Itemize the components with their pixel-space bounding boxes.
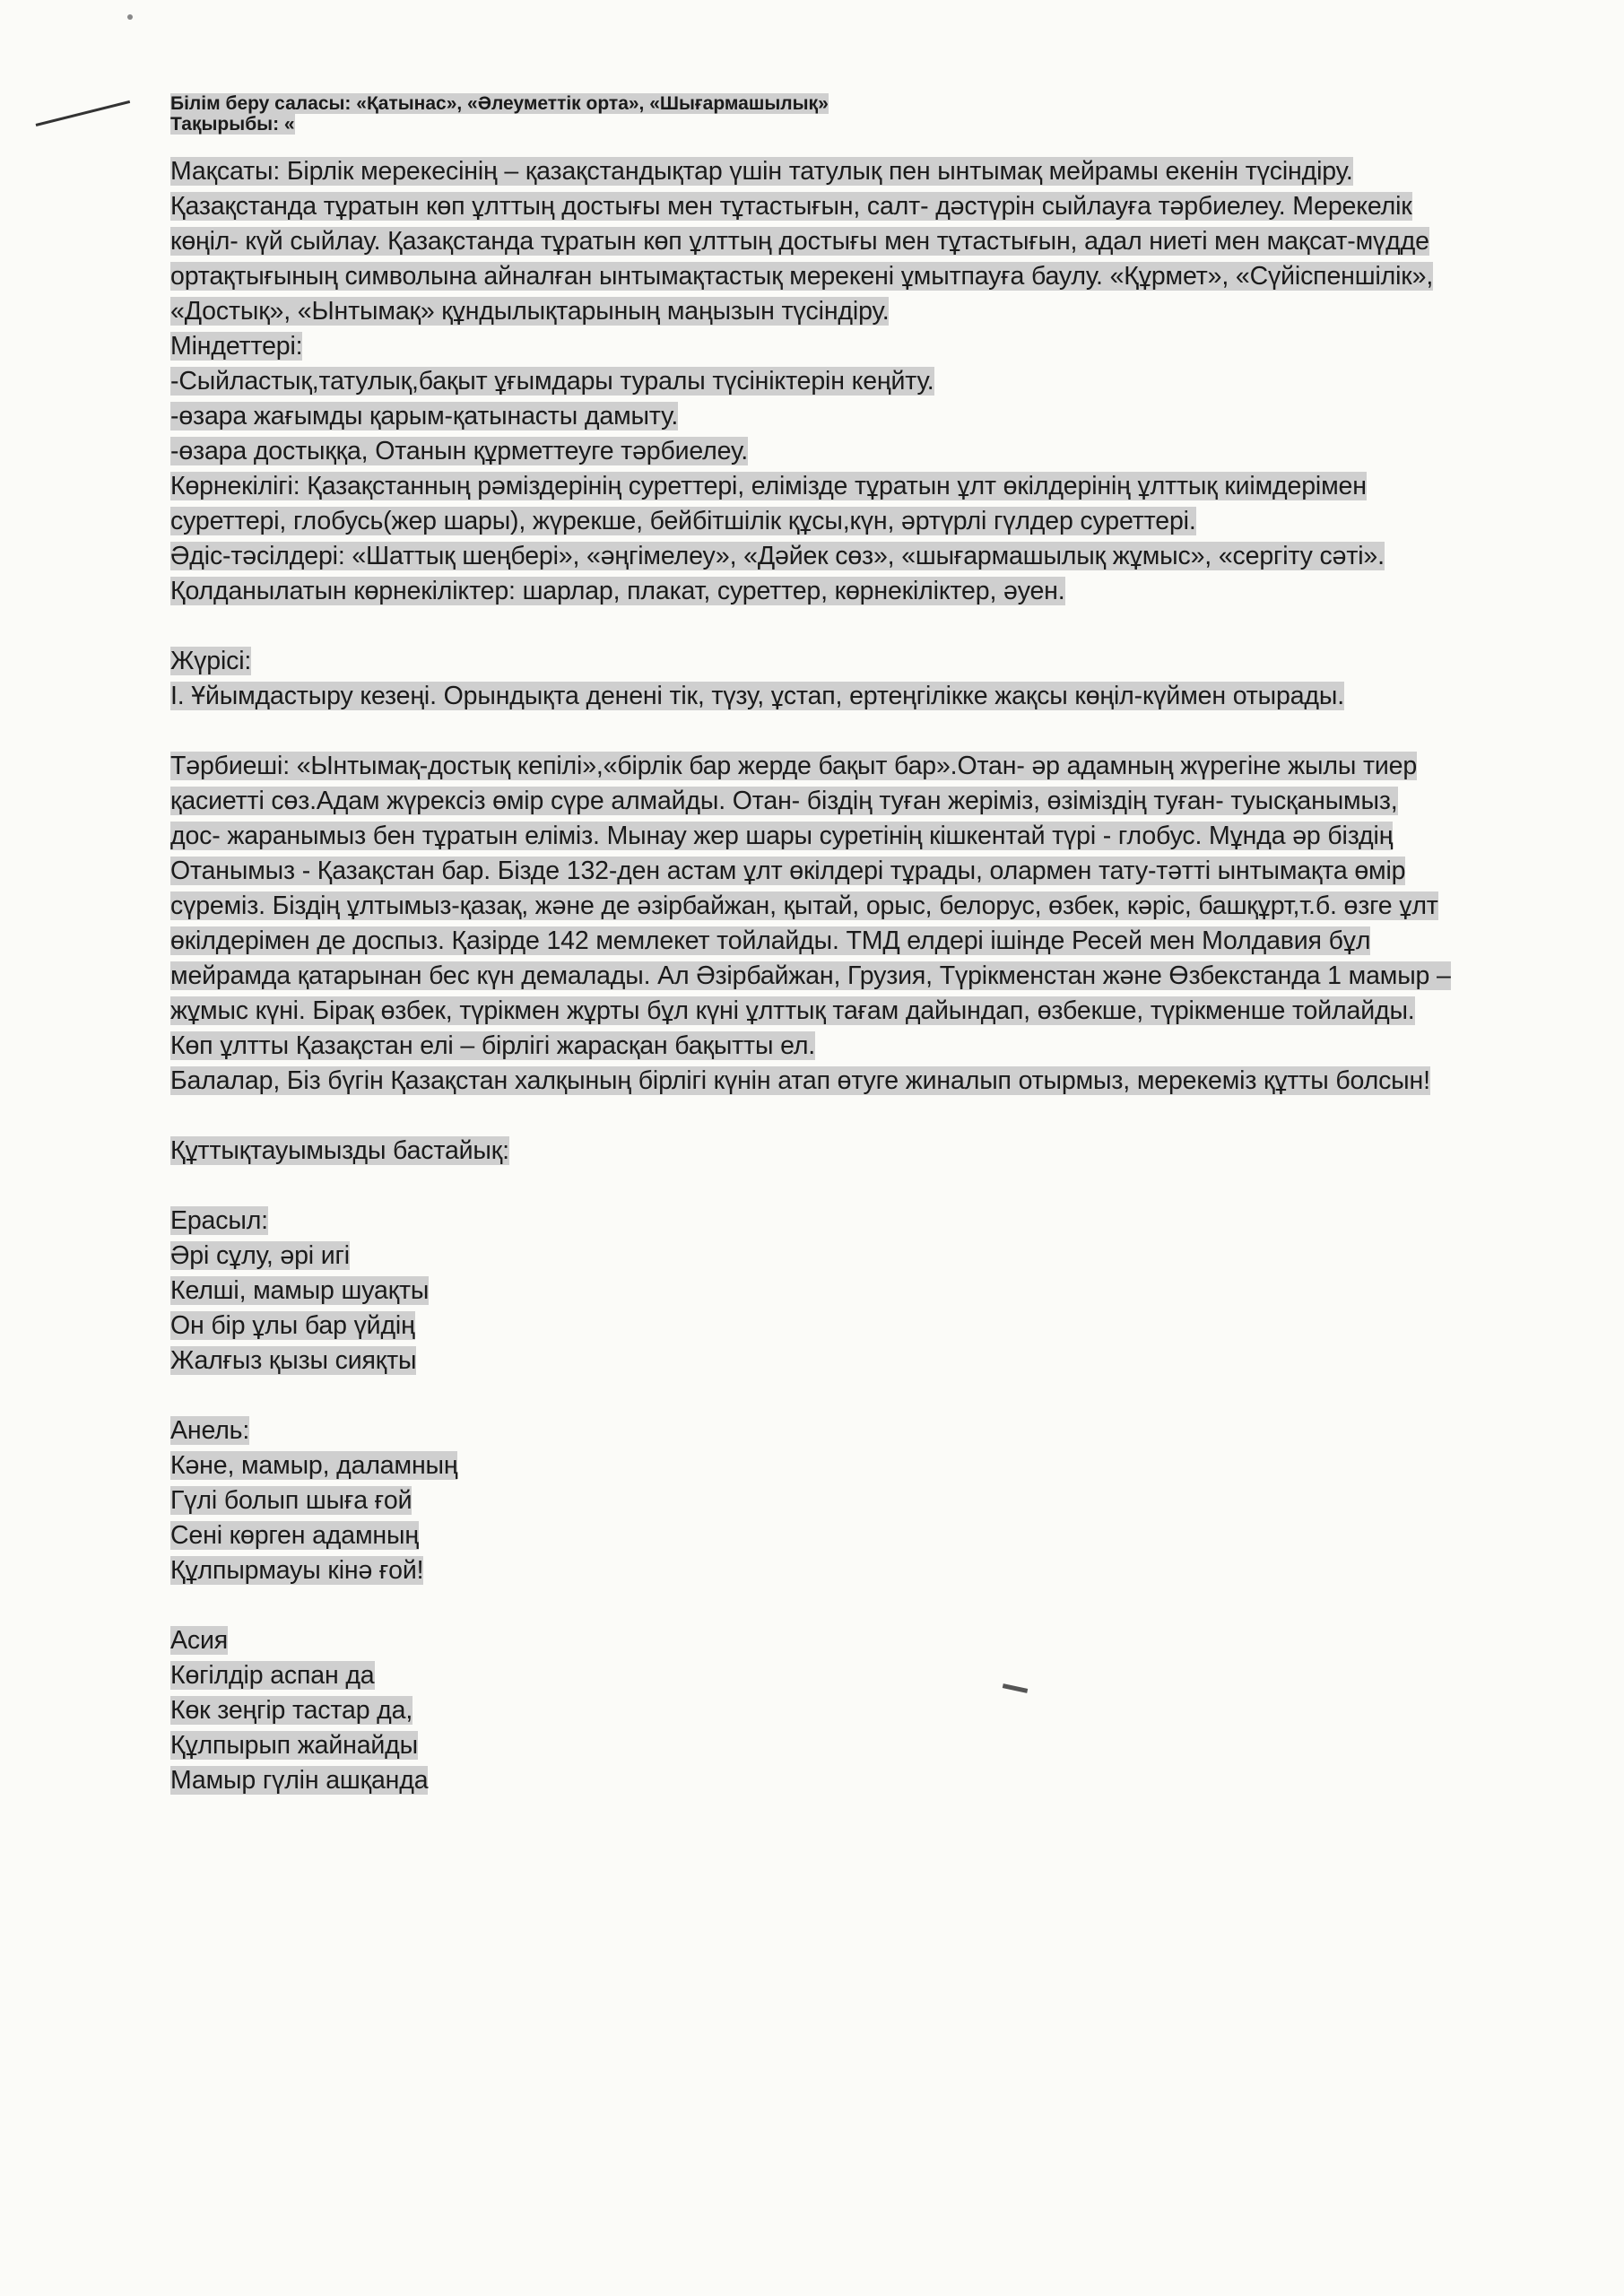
poem-block [170,1204,1453,1378]
methods-paragraph: Әдіс-тәсілдері: «Шаттық шеңбері», «әңгімелеу», «Дәйек сөз», «шығармашылық жұмыс», «сергіту сәті». [170,542,1385,570]
poem-line: Көк зеңгір тастар да, [170,1696,413,1725]
task-item: -өзара достыққа, Отанын құрметтеуге тәрбиелеу. [170,437,749,465]
course-title: Жүрісі: [170,647,252,675]
document-header [170,93,1453,135]
tasks-title: Міндеттері: [170,332,303,361]
document-page [170,93,1453,1798]
poem-speaker: Асия [170,1626,229,1655]
poem-line: Құлпырмауы кінә ғой! [170,1556,424,1585]
poem-line: Гүлі болып шыға ғой [170,1486,413,1515]
materials-paragraph: Қолданылатын көрнекіліктер: шарлар, плакат, суреттер, көрнекіліктер, әуен. [170,577,1065,605]
poem-block [170,1413,1453,1588]
scan-speck [127,14,133,20]
task-item: -өзара жағымды қарым-қатынасты дамыту. [170,402,679,430]
poem-block [170,1623,1453,1798]
topic-line: Тақырыбы: « [170,114,295,135]
poem-speaker: Ерасыл: [170,1206,268,1235]
poem-line: Кәне, мамыр, даламның [170,1451,458,1480]
task-item: -Сыйластық,татулық,бақыт ұғымдары туралы түсініктерін кеңйту. [170,367,934,396]
poem-speaker: Анель: [170,1416,250,1445]
education-area: Білім беру саласы: «Қатынас», «Әлеуметтік орта», «Шығармашылық» [170,93,829,114]
goal-paragraph: Мақсаты: Бірлік мерекесінің – қазақстандықтар үшін татулық пен ынтымақ мейрамы екенін түсіндіру. Қазақстанда тұратын көп ұлттың достығы мен тұтастығын, салт- дәстүрін сыйлауға тәрбиелеу. Мерекелік көңіл- күй сыйлау. Қазақстанда тұратын көп ұлттың достығы мен тұтастығын, адал ниеті мен мақсат-мүдде ортақтығының символына айналған ынтымақтастық мерекені ұмытпауға баулу. «Құрмет», «Сүйіспеншілік», «Достық», «Ынтымақ» құндылықтарының маңызын түсіндіру. [170,157,1434,326]
congrats-line: Құттықтауымызды бастайық: [170,1136,509,1165]
poem-line: Құлпырып жайнайды [170,1731,418,1760]
poem-line: Жалғыз қызы сияқты [170,1346,417,1375]
poem-line: Сені көрген адамның [170,1521,419,1550]
poem-line: Мамыр гүлін ашқанда [170,1766,429,1795]
visuals-paragraph: Көрнекілігі: Қазақстанның рәміздерінің суреттері, елімізде тұратын ұлт өкілдерінің ұлттық киімдерімен суреттері, глобусь(жер шары), жүрекше, бейбітшілік құсы,күн, әртүрлі гүлдер суреттері. [170,472,1367,535]
teacher-speech: Тәрбиеші: «Ынтымақ-достық кепілі»,«бірлік бар жерде бақыт бар».Отан- әр адамның жүрегіне жылы тиер қасиетті сөз.Адам жүрексіз өмір сүре алмайды. Отан- біздің туған жеріміз, өзіміздің туған- туысқанымыз, дос- жаранымыз бен тұратын еліміз. Мынау жер шары суретінің кішкентай түрі - глобус. Мұнда әр біздің Отанымыз - Қазақстан бар. Бізде 132-ден астам ұлт өкілдері тұрады, олармен тату-тәтті ынтымақта өмір сүреміз. Біздің ұлтымыз-қазақ, және де әзірбайжан, қытай, орыс, белорус, өзбек, кәріс, башқұрт,т.б. өзге ұлт өкілдерімен де доспыз. Қазірде 142 мемлекет тойлайды. ТМД елдері ішінде Ресей мен Молдавия бұл мейрамда қатарынан бес күн демалады. Ал Әзірбайжан, Грузия, Түрікменстан және Өзбекстанда 1 мамыр – жұмыс күні. Бірақ өзбек, түрікмен жұрты бұл күні ұлттық тағам дайындап, өзбекше, түрікменше тойлайды. Көп ұлтты Қазақстан елі – бірлігі жарасқан бақытты ел. [170,752,1451,1060]
poem-line: Он бір ұлы бар үйдің [170,1311,415,1340]
poem-line: Әрі сұлу, әрі игі [170,1241,350,1270]
poem-line: Көгілдір аспан да [170,1661,375,1690]
document-body [170,154,1453,1798]
teacher-greeting: Балалар, Біз бүгін Қазақстан халқының бірлігі күнін атап өтуге жиналып отырмыз, мерекеміз құтты болсын! [170,1066,1430,1095]
poem-line: Келші, мамыр шуақты [170,1276,430,1305]
stage-paragraph: І. Ұйымдастыру кезеңі. Орындықта денені тік, түзу, ұстап, ертеңгілікке жақсы көңіл-күймен отырады. [170,682,1344,710]
pen-mark [36,100,131,126]
